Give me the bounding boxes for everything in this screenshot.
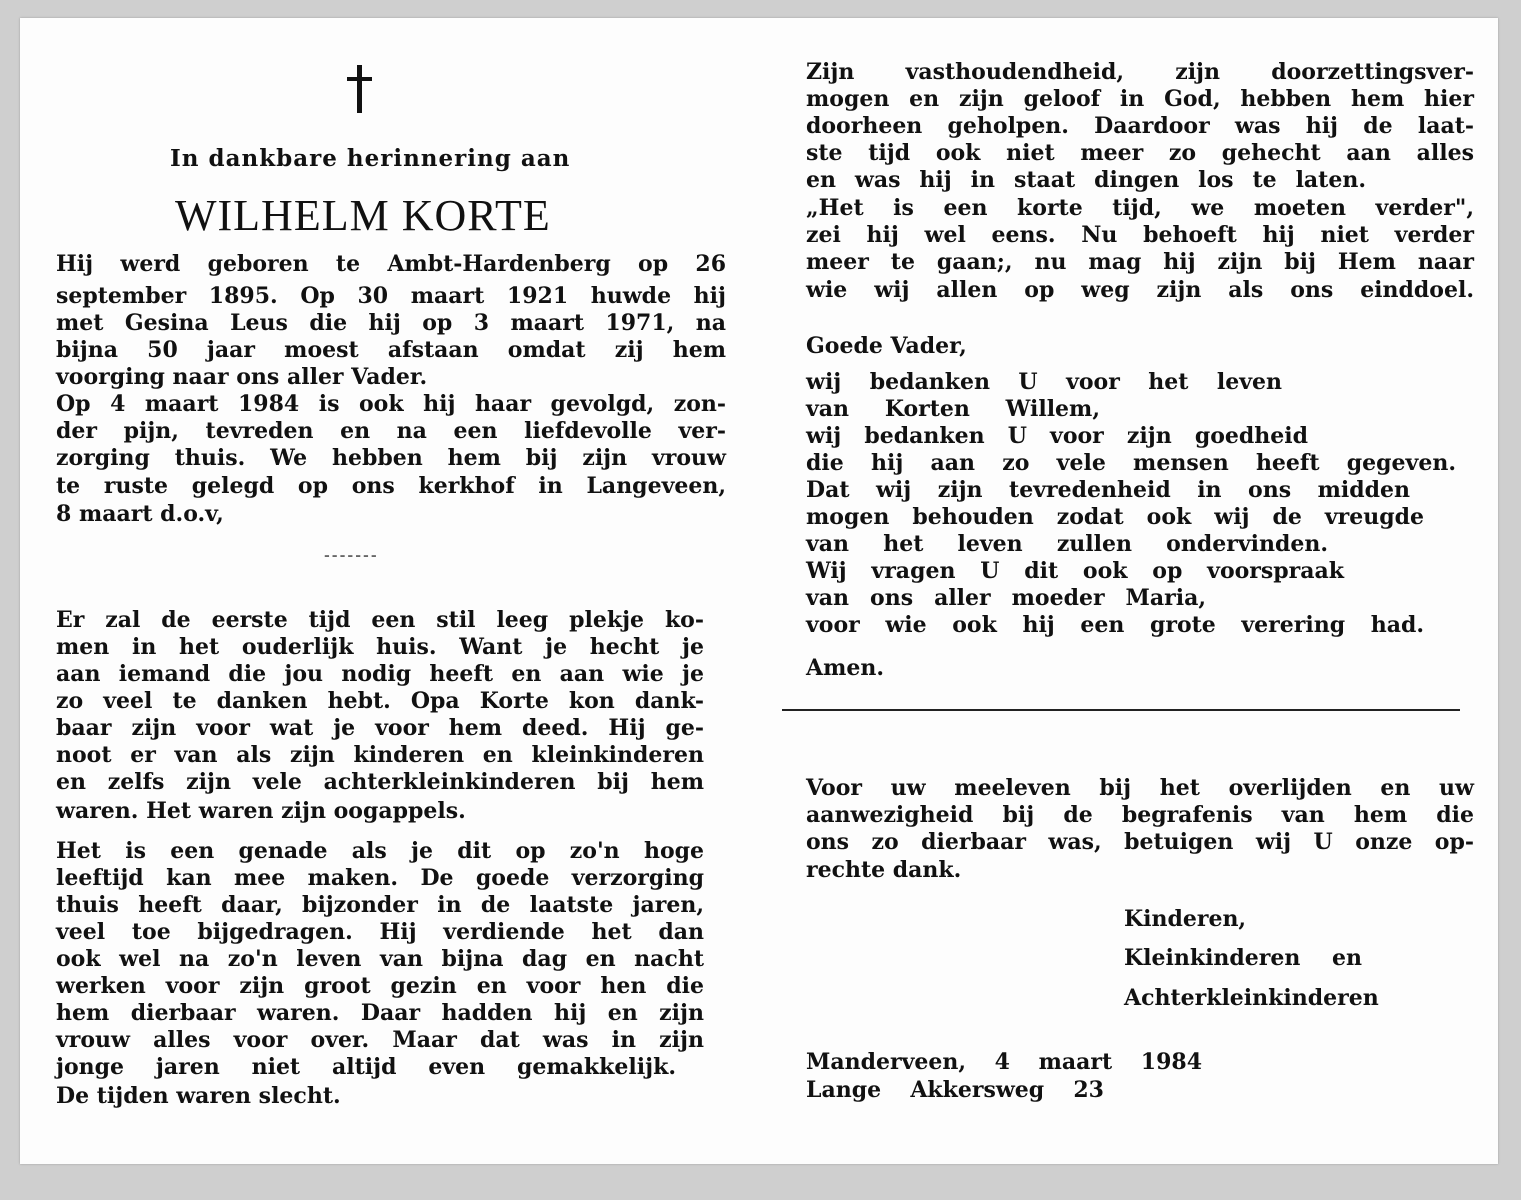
paragraph3-line: meer te gaan;, nu mag hij zijn bij Hem naar: [806, 249, 1474, 275]
paragraph1-line: aan iemand die jou nodig heeft en aan wie je: [56, 661, 704, 687]
paragraph3-line: Zijn vasthoudendheid, zijn doorzettingsver-: [806, 59, 1474, 85]
paragraph2-line: hem dierbaar waren. Daar hadden hij en zijn: [56, 1000, 704, 1026]
thanks-line: aanwezigheid bij de begrafenis van hem die: [806, 802, 1474, 828]
paragraph3-line: ste tijd ook niet meer zo gehecht aan alles: [806, 140, 1474, 166]
paragraph2-line: ook wel na zo'n leven van bijna dag en nacht: [56, 946, 704, 972]
signature-line: Kinderen,: [1124, 906, 1247, 932]
bio-line: september 1895. Op 30 maart 1921 huwde hij: [56, 283, 726, 309]
bio-line: voorging naar ons aller Vader.: [56, 364, 428, 390]
signature-line: Kleinkinderen en: [1124, 945, 1362, 971]
paragraph1-line: en zelfs zijn vele achterkleinkinderen bij hem: [56, 769, 704, 795]
paragraph3-line: mogen en zijn geloof in God, hebben hem hier: [806, 86, 1474, 112]
prayer-line: Dat wij zijn tevredenheid in ons midden: [806, 477, 1410, 503]
bio-line: te ruste gelegd op ons kerkhof in Langeveen,: [56, 473, 726, 499]
paragraph1-line: waren. Het waren zijn oogappels.: [56, 798, 466, 824]
memorial-card: [20, 18, 1498, 1164]
bio-line: der pijn, tevreden en na een liefdevolle ver-: [56, 418, 726, 444]
bio-line: Op 4 maart 1984 is ook hij haar gevolgd, zon-: [56, 391, 726, 417]
place-date: Manderveen, 4 maart 1984: [806, 1049, 1202, 1075]
bio-line: met Gesina Leus die hij op 3 maart 1971, na: [56, 310, 726, 336]
intro-line: In dankbare herinnering aan: [170, 145, 571, 172]
paragraph2-line: werken voor zijn groot gezin en voor hen die: [56, 973, 704, 999]
paragraph2-line: Het is een genade als je dit op zo'n hoge: [56, 838, 704, 864]
paragraph1-line: Er zal de eerste tijd een stil leeg plekje ko-: [56, 607, 704, 633]
paragraph3-line: zei hij wel eens. Nu behoeft hij niet verder: [806, 222, 1474, 248]
paragraph2-line: leeftijd kan mee maken. De goede verzorging: [56, 865, 704, 891]
paragraph1-line: noot er van als zijn kinderen en kleinkinderen: [56, 742, 704, 768]
prayer-line: die hij aan zo vele mensen heeft gegeven.: [806, 450, 1456, 476]
thanks-line: rechte dank.: [806, 857, 962, 883]
paragraph2-line: thuis heeft daar, bijzonder in de laatste jaren,: [56, 892, 704, 918]
prayer-line: van ons aller moeder Maria,: [806, 585, 1206, 611]
latin-cross-icon: [345, 65, 375, 115]
bio-line: bijna 50 jaar moest afstaan omdat zij hem: [56, 337, 726, 363]
thanks-line: Voor uw meeleven bij het overlijden en uw: [806, 775, 1474, 801]
paragraph3-line: „Het is een korte tijd, we moeten verder",: [806, 195, 1474, 221]
bio-line: zorging thuis. We hebben hem bij zijn vrouw: [56, 445, 726, 471]
prayer-line: van het leven zullen ondervinden.: [806, 531, 1328, 557]
paragraph2-line: De tijden waren slecht.: [56, 1083, 341, 1109]
signature-line: Achterkleinkinderen: [1124, 985, 1379, 1011]
paragraph1-line: baar zijn voor wat je voor hem deed. Hij ge-: [56, 715, 704, 741]
address: Lange Akkersweg 23: [806, 1077, 1104, 1103]
deceased-name: WILHELM KORTE: [175, 191, 551, 240]
bio-line: 8 maart d.o.v,: [56, 501, 224, 527]
prayer-greeting: Goede Vader,: [806, 333, 967, 359]
amen-line: Amen.: [806, 655, 884, 681]
prayer-line: van Korten Willem,: [806, 396, 1100, 422]
thanks-line: ons zo dierbaar was, betuigen wij U onze op-: [806, 829, 1474, 855]
paragraph1-line: men in het ouderlijk huis. Want je hecht je: [56, 634, 704, 660]
paragraph3-line: doorheen geholpen. Daardoor was hij de laat-: [806, 113, 1474, 139]
horizontal-rule: [782, 709, 1460, 711]
prayer-line: Wij vragen U dit ook op voorspraak: [806, 558, 1344, 584]
paragraph2-line: jonge jaren niet altijd even gemakkelijk.: [56, 1054, 676, 1080]
paragraph2-line: veel toe bijgedragen. Hij verdiende het dan: [56, 919, 704, 945]
prayer-line: wij bedanken U voor zijn goedheid: [806, 423, 1308, 449]
prayer-line: wij bedanken U voor het leven: [806, 369, 1282, 395]
paragraph3-line: wie wij allen op weg zijn als ons einddoel.: [806, 277, 1474, 303]
paragraph1-line: zo veel te danken hebt. Opa Korte kon dank-: [56, 688, 704, 714]
paragraph2-line: vrouw alles voor over. Maar dat was in zijn: [56, 1027, 704, 1053]
bio-line: Hij werd geboren te Ambt-Hardenberg op 26: [56, 251, 726, 277]
separator-dashes: -------: [324, 548, 379, 564]
paragraph3-line: en was hij in staat dingen los te laten.: [806, 167, 1366, 193]
prayer-line: voor wie ook hij een grote verering had.: [806, 612, 1424, 638]
prayer-line: mogen behouden zodat ook wij de vreugde: [806, 504, 1424, 530]
